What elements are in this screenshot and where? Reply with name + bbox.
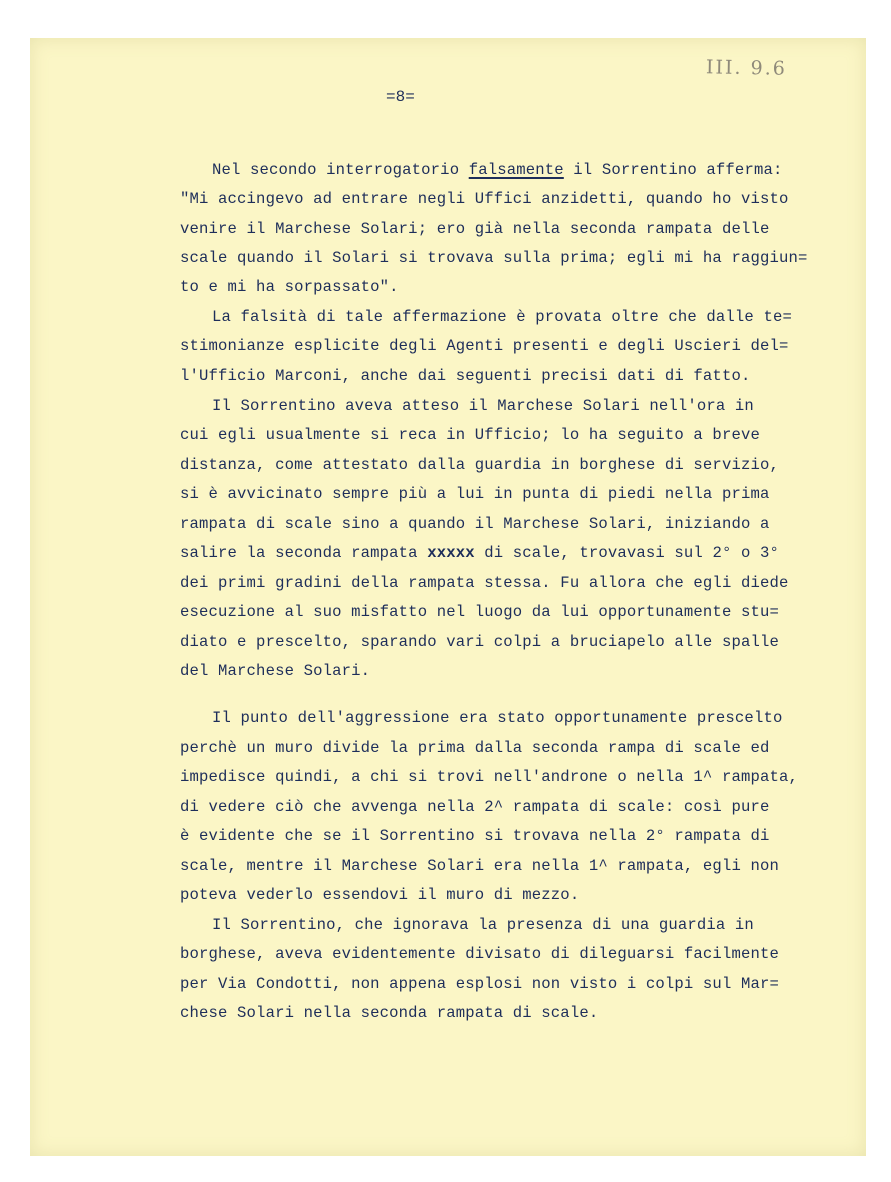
text-line: diato e prescelto, sparando vari colpi a bruciapelo alle spalle [180, 633, 779, 651]
text-line: to e mi ha sorpassato". [180, 278, 399, 296]
text-line: perchè un muro divide la prima dalla seconda rampa di scale ed [180, 739, 770, 757]
text-line: dei primi gradini della rampata stessa. Fu allora che egli diede [180, 574, 789, 592]
text-line: Il Sorrentino, che ignorava la presenza di una guardia in [212, 916, 754, 934]
text-line: La falsità di tale affermazione è provata oltre che dalle te= [212, 308, 792, 326]
text-line: rampata di scale sino a quando il Marchese Solari, iniziando a [180, 515, 770, 533]
text-line: stimonianze esplicite degli Agenti presenti e degli Uscieri del= [180, 337, 789, 355]
text-line: scale, mentre il Marchese Solari era nella 1^ rampata, egli non [180, 857, 779, 875]
text-line: è evidente che se il Sorrentino si trovava nella 2° rampata di [180, 827, 770, 845]
page-number: =8= [386, 88, 415, 106]
text-line: Nel secondo interrogatorio falsamente il Sorrentino afferma: [212, 161, 783, 179]
text-line: scale quando il Solari si trovava sulla prima; egli mi ha raggiun= [180, 249, 808, 267]
text-line: salire la seconda rampata xxxxx di scale, trovavasi sul 2° o 3° [180, 544, 779, 562]
text-line: Il Sorrentino aveva atteso il Marchese Solari nell'ora in [212, 397, 754, 415]
handwritten-annotation: III. 9.6 [705, 56, 787, 80]
text-line: cui egli usualmente si reca in Ufficio; lo ha seguito a breve [180, 426, 760, 444]
text-line: borghese, aveva evidentemente divisato di dileguarsi facilmente [180, 945, 779, 963]
text-line: distanza, come attestato dalla guardia in borghese di servizio, [180, 456, 779, 474]
text-line: esecuzione al suo misfatto nel luogo da lui opportunamente stu= [180, 603, 779, 621]
text-line: impedisce quindi, a chi si trovi nell'androne o nella 1^ rampata, [180, 768, 799, 786]
text-line: si è avvicinato sempre più a lui in punta di piedi nella prima [180, 485, 770, 503]
text-line: di vedere ciò che avvenga nella 2^ rampata di scale: così pure [180, 798, 770, 816]
text-line: per Via Condotti, non appena esplosi non visto i colpi sul Mar= [180, 975, 779, 993]
text-line: Il punto dell'aggressione era stato opportunamente prescelto [212, 709, 783, 727]
text-line: poteva vederlo essendovi il muro di mezzo. [180, 886, 580, 904]
text-line: del Marchese Solari. [180, 662, 371, 680]
underlined-word: falsamente [468, 161, 564, 179]
text-line: venire il Marchese Solari; ero già nella seconda rampata delle [180, 220, 770, 238]
text-line: l'Ufficio Marconi, anche dai seguenti precisi dati di fatto. [180, 367, 751, 385]
struck-out-word: xxxxx [427, 544, 475, 562]
text-line: "Mi accingevo ad entrare negli Uffici anzidetti, quando ho visto [180, 190, 789, 208]
text-line: chese Solari nella seconda rampata di scale. [180, 1004, 599, 1022]
